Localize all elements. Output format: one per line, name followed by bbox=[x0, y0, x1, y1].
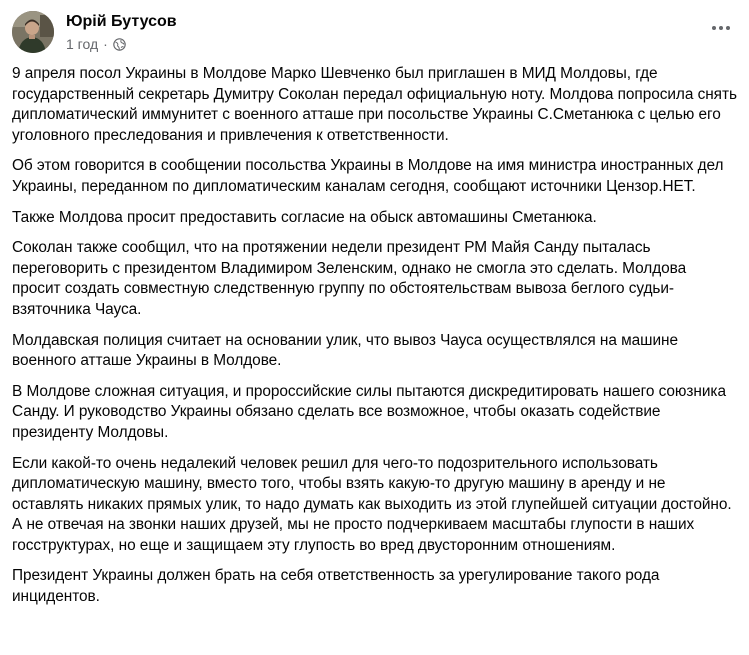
post-paragraph: 9 апреля посол Украины в Молдове Марко Шевченко был приглашен в МИД Молдовы, где государственный секретарь Думитру Соколан передал официальную ноту. Молдова попросила снять дипломатический иммунитет с военного атташе при посольстве Украины С.Сметанюка с целью его уголовного преследования и привлечения к ответственности. bbox=[12, 65, 737, 144]
meta-separator: · bbox=[103, 35, 108, 52]
post-paragraph: Президент Украины должен брать на себя ответственность за урегулирование такого рода инцидентов. bbox=[12, 567, 660, 606]
avatar-photo-icon bbox=[12, 11, 54, 53]
post-paragraph: Соколан также сообщил, что на протяжении недели президент РМ Майя Санду пыталась переговорить с президентом Владимиром Зеленским, однако не смогла это сделать. Молдова просит создать совместную следственную группу по обстоятельствам вывоза беглого судьи-взяточника Чауса. bbox=[12, 239, 687, 318]
post-header bbox=[12, 8, 177, 56]
post-paragraph: Молдавская полиция считает на основании улик, что вывоз Чауса осуществлялся на машине военного атташе Украины в Молдове. bbox=[12, 331, 678, 370]
post-timestamp[interactable]: 1 год bbox=[66, 35, 99, 52]
more-options-icon bbox=[712, 26, 730, 30]
post-paragraph: Также Молдова просит предоставить согласие на обыск автомашины Сметанюка. bbox=[12, 208, 597, 226]
post-time-row bbox=[66, 35, 177, 53]
author-avatar[interactable] bbox=[12, 11, 54, 53]
globe-icon[interactable] bbox=[113, 37, 126, 50]
post-paragraph: Об этом говорится в сообщении посольства Украины в Молдове на имя министра иностранных дел Украины, переданном по дипломатическим каналам сегодня, сообщают источники Цензор.НЕТ. bbox=[12, 157, 724, 195]
more-options-button[interactable] bbox=[703, 10, 739, 46]
post-meta bbox=[66, 12, 177, 53]
post-body bbox=[12, 64, 737, 618]
post-paragraph: Если какой-то очень недалекий человек решил для чего-то подозрительного использовать дипломатическую машину, вместо того, чтобы взять какую-то другую машину в аренду и не оставлять никаких прямых улик, то надо думать как выходить из этой глупейшей ситуации достойно. А не отвечая на звонки наших друзей, мы не просто подчеркиваем масштабы глупости в наших госструктурах, но еще и защищаем эту глупость во вред двусторонним отношениям. bbox=[12, 454, 732, 554]
post-paragraph: В Молдове сложная ситуация, и пророссийские силы пытаются дискредитировать нашего союзника Санду. И руководство Украины обязано сделать все возможное, чтобы оказать содействие президенту Молдовы. bbox=[12, 382, 726, 441]
author-name[interactable]: Юрій Бутусов bbox=[66, 12, 177, 30]
